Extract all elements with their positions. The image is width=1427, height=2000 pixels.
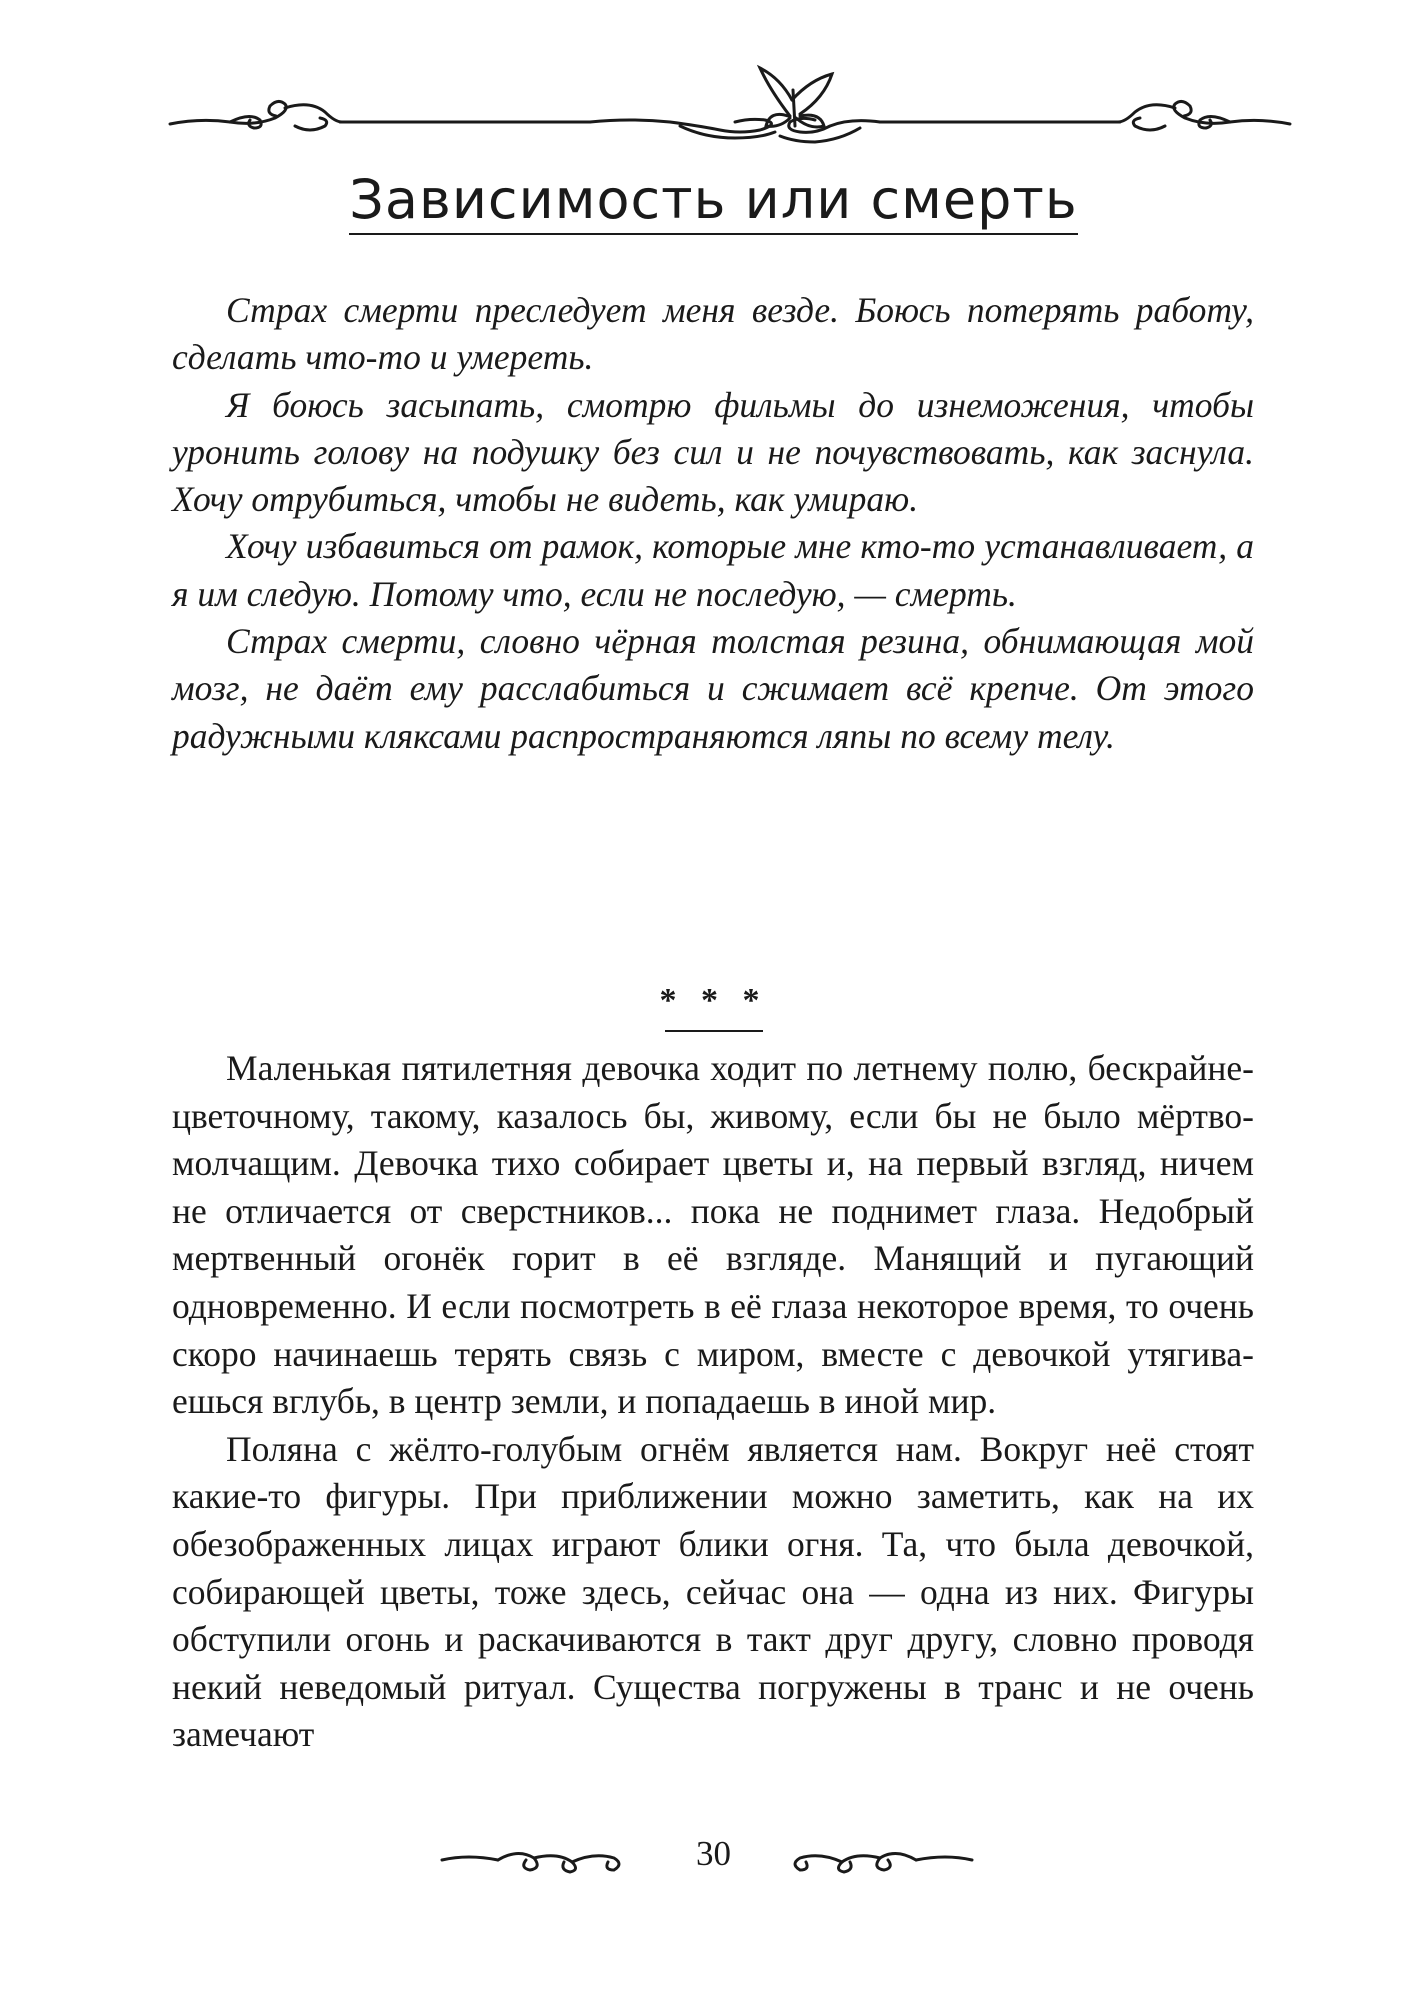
header-ornament [160, 60, 1300, 150]
italic-epigraph-block [172, 287, 1254, 760]
page-number: 30 [696, 1834, 731, 1873]
italic-paragraph: Хочу избавиться от рамок, которые мне кто-то устанавливает, а я им следую. Потому что, если не последую, — смерть. [172, 526, 1254, 614]
body-text-block [172, 1045, 1254, 1759]
page-footer [0, 1832, 1427, 1892]
chapter-title-text: Зависимость или смерть [349, 168, 1077, 235]
italic-paragraph: Я боюсь засыпать, смотрю фильмы до изнеможения, чтобы уронить голову на подушку без сил и не почувствовать, как заснула. Хочу отрубиться, чтобы не видеть, как умираю. [172, 384, 1254, 520]
separator-underline [665, 1030, 763, 1032]
body-paragraph: Поляна с жёлто-голубым огнём является нам. Вокруг неё стоят какие-то фигуры. При приближении можно заметить, как на их обезображенных лицах играют блики огня. Та, что была девочкой, собирающей цветы, тоже здесь, сейчас она — одна из них. Фигуры обступили огонь и раскачиваются в такт друг другу, словно проводя некий неведомый ритуал. Существа погружены в транс и не очень замечают [172, 1428, 1254, 1755]
footer-ornament-right [786, 1838, 976, 1878]
italic-paragraph: Страх смерти преследует меня везде. Боюсь потерять работу, сделать что-то и умереть. [172, 290, 1254, 378]
chapter-title [0, 168, 1427, 231]
italic-paragraph: Страх смерти, словно чёрная толстая резина, обнимающая мой мозг, не даёт ему расслабиться и сжимает всё крепче. От этого радужными кляксами распространяются ляпы по всему телу. [172, 621, 1254, 756]
section-separator: * * * [659, 982, 768, 1019]
body-paragraph: Маленькая пятилетняя девочка ходит по летнему полю, бескрайне-цветочному, такому, казалось бы, живому, если бы не было мёртво-молчащим. Девочка тихо собирает цветы и, на первый взгляд, ничем не отличается от сверстников... пока не поднимет глаза. Недобрый мертвенный огонёк горит в её взгляде. Манящий и пугающий одновременно. И если посмотреть в её глаза некоторое время, то очень скоро начинаешь терять связь с миром, вместе с девочкой утягиваешься вглубь, в центр земли, и попадаешь в иной мир. [172, 1048, 1254, 1422]
